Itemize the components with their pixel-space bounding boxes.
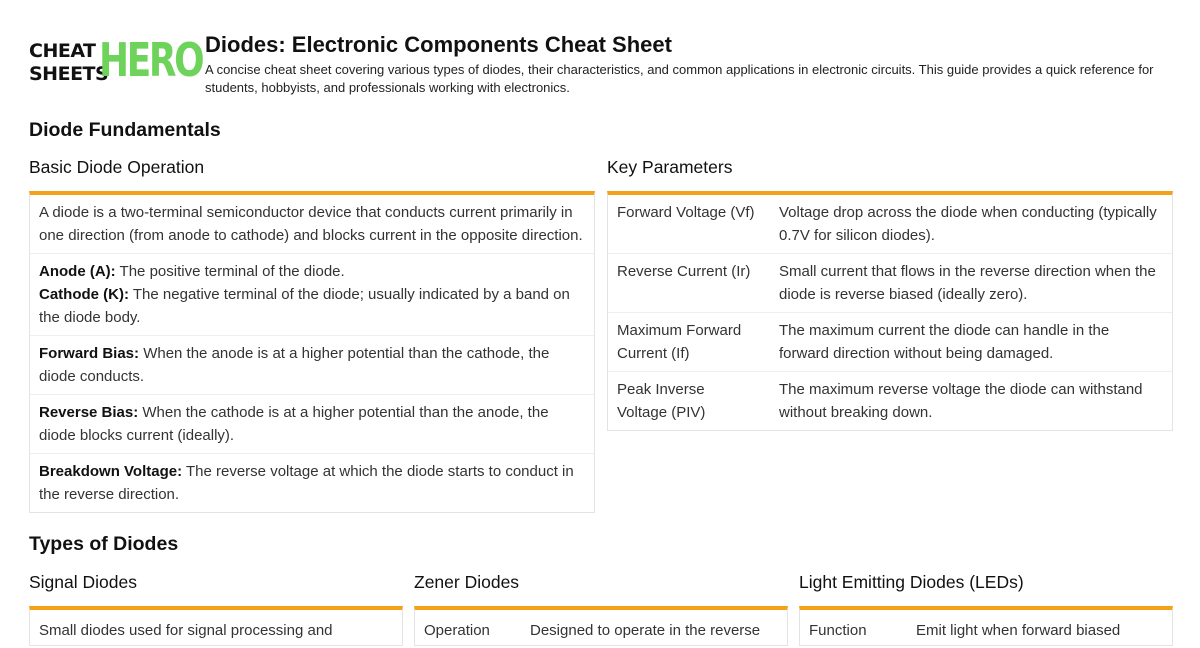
parameter-description: Voltage drop across the diode when conducting (typically 0.7V for silicon diodes). <box>779 204 1157 244</box>
parameter-description: The maximum current the diode can handle in the forward direction without being damaged. <box>779 322 1110 362</box>
row-text: A diode is a two-terminal semiconductor device that conducts current primarily in one direction (from anode to cathode) and blocks current in the opposite direction. <box>39 204 583 244</box>
parameter-description: Small current that flows in the reverse direction when the diode is reverse biased (ideally zero). <box>779 263 1156 303</box>
row-text: Small diodes used for signal processing and <box>39 622 333 639</box>
table-row <box>800 610 1172 648</box>
card-title-basic-diode-operation: Basic Diode Operation <box>29 157 205 177</box>
table-row <box>608 312 1172 371</box>
section-title-types-of-diodes: Types of Diodes <box>29 533 179 555</box>
page-title: Diodes: Electronic Components Cheat Sheet <box>205 32 672 57</box>
term-reverse-bias: Reverse Bias: <box>39 404 139 421</box>
logo-line-sheets: SHEETS <box>29 63 109 85</box>
card-title-leds: Light Emitting Diodes (LEDs) <box>799 572 1024 592</box>
logo-line-cheat: CHEAT <box>29 40 96 62</box>
list-item <box>30 335 594 394</box>
title-block <box>205 32 1165 97</box>
card-leds <box>799 606 1173 646</box>
term-breakdown-voltage: Breakdown Voltage: <box>39 463 183 480</box>
table-row <box>608 195 1172 253</box>
card-signal-diodes <box>29 606 403 646</box>
parameter-description: The maximum reverse voltage the diode can withstand without breaking down. <box>779 381 1143 421</box>
list-item <box>30 610 402 648</box>
property-name: Function <box>809 622 867 639</box>
list-item <box>30 195 594 253</box>
definition-forward-bias: When the anode is at a higher potential than the cathode, the diode conducts. <box>39 345 550 385</box>
property-name: Operation <box>424 622 490 639</box>
card-title-signal-diodes: Signal Diodes <box>29 572 137 592</box>
parameter-name: Peak Inverse Voltage (PIV) <box>617 381 706 421</box>
definition-reverse-bias: When the cathode is at a higher potential than the anode, the diode blocks current (ideally). <box>39 404 549 444</box>
card-key-parameters <box>607 191 1173 431</box>
table-row <box>608 371 1172 430</box>
term-cathode: Cathode (K): <box>39 286 129 303</box>
card-zener-diodes <box>414 606 788 646</box>
page-header <box>29 30 1154 95</box>
card-title-zener-diodes: Zener Diodes <box>414 572 520 592</box>
property-description: Designed to operate in the reverse <box>530 622 761 639</box>
list-item <box>30 253 594 335</box>
definition-anode: The positive terminal of the diode. <box>115 263 345 280</box>
term-forward-bias: Forward Bias: <box>39 345 140 362</box>
table-row <box>608 253 1172 312</box>
list-item <box>30 394 594 453</box>
section-title-diode-fundamentals: Diode Fundamentals <box>29 119 221 141</box>
logo-hero: HERO <box>99 33 203 87</box>
card-basic-diode-operation <box>29 191 595 513</box>
cheatsheets-hero-logo[interactable] <box>29 30 203 88</box>
definition-breakdown-voltage: The reverse voltage at which the diode starts to conduct in the reverse direction. <box>39 463 574 503</box>
logo-wordmark <box>29 40 108 86</box>
property-description: Emit light when forward biased <box>916 622 1121 639</box>
term-anode: Anode (A): <box>39 263 116 280</box>
page-description: A concise cheat sheet covering various types of diodes, their characteristics, and common applications in electronic circuits. This guide provides a quick reference for students, hobbyists, and professionals working with electronics. <box>205 62 1154 95</box>
list-item <box>30 453 594 512</box>
parameter-name: Reverse Current (Ir) <box>617 263 751 280</box>
parameter-name: Maximum Forward Current (If) <box>617 322 742 362</box>
parameter-name: Forward Voltage (Vf) <box>617 204 755 221</box>
card-title-key-parameters: Key Parameters <box>607 157 733 177</box>
table-row <box>415 610 787 648</box>
definition-cathode: The negative terminal of the diode; usually indicated by a band on the diode body. <box>39 286 570 326</box>
